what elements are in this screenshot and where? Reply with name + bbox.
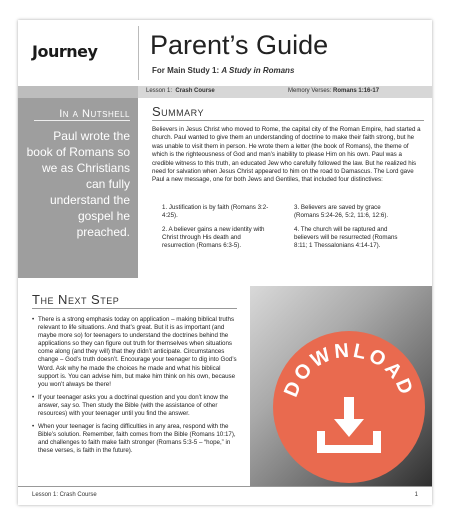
list-item: • There is a strong emphasis today on application – making biblical truths relevant to life situations. And that’s great. But it is as important (and maybe more so) for teenagers to understand the doctrines behind the applications so they can figure out truth for themselves when situations come along (and they will) that they didn’t anticipate. Circumstances change – God’s truth doesn’t. Encourage your teenager to dig into God’s Word. Ask why he made the choices he made and what his biblical support is. You can advise him, but make him think on his own, because you won’t always be there!	[32, 316, 242, 389]
lesson-bar-left	[18, 86, 138, 98]
list-item: 1. Justification is by faith (Romans 3:2-4:25).	[162, 204, 269, 219]
summary-heading: Summary	[152, 104, 205, 119]
lesson-bar	[138, 86, 432, 98]
lesson-name: Crash Course	[175, 88, 215, 94]
summary-paragraph: Believers in Jesus Christ who moved to Rome, the capital city of the Roman Empire, had started a church. Paul wanted to give them an understanding of doctrine to make their faith strong, but he was unable to visit them in person. He wrote them a letter (the book of Romans), the theme of which is the righteousness of God and man’s inability to please Him on his own. Paul was a credible witness to this truth, an educated Jew who carefully followed the law. But he realized his need for salvation when Jesus Christ appeared to him on the road to Damascus. The Lord gave Paul a new message, one for both Jews and Gentiles, that included four distinctives:	[152, 126, 421, 184]
summary-rule	[152, 120, 424, 121]
nutshell-rule	[34, 120, 130, 121]
memory-verses	[288, 88, 379, 94]
header-divider	[138, 26, 139, 80]
memory-label: Memory Verses:	[288, 88, 332, 94]
next-step-heading: The Next Step	[32, 292, 120, 307]
list-item: • When your teenager is facing difficulties in any area, respond with the Bible’s solution. Remember, faith comes from the Bible (Romans 10:17), and challenges to faith make faith stronger (Romans 5:3-5 – “hope,” in these verses, is faith in the future).	[32, 423, 242, 455]
download-arrow-icon	[321, 397, 377, 449]
lesson-info	[146, 88, 215, 94]
subtitle-study: A Study in Romans	[221, 66, 295, 75]
page-subtitle	[152, 66, 294, 75]
list-item: 3. Believers are saved by grace (Romans 5:24-26, 5:2, 11:6, 12:6).	[294, 204, 389, 219]
download-icon	[273, 331, 425, 483]
nutshell-panel	[18, 98, 138, 278]
page-title: Parent’s Guide	[150, 30, 329, 60]
summary-section	[138, 98, 432, 278]
list-item: • If your teenager asks you a doctrinal question and you don’t know the answer, say so. Then study the Bible (with the assistance of other resources) with your teenager until you find the answer.	[32, 394, 242, 418]
page-footer	[18, 486, 432, 505]
footer-lesson: Lesson 1: Crash Course	[32, 492, 97, 498]
list-item: 2. A believer gains a new identity with Christ through His death and resurrection (Romans 6:3-5).	[162, 226, 265, 249]
footer-page-number: 1	[414, 492, 418, 498]
list-item: 4. The church will be raptured and believers will be resurrected (Romans 8:11; 1 Thessalonians 4:14-17).	[294, 226, 398, 249]
nutshell-heading: In a Nutshell	[59, 108, 130, 120]
download-label: DOWNLOAD	[280, 339, 418, 401]
download-button[interactable]	[273, 331, 425, 483]
next-step-bullets	[32, 316, 242, 461]
lesson-label: Lesson 1:	[146, 88, 173, 94]
nutshell-text: Paul wrote the book of Romans so we as Christians can fully understand the gospel he preached.	[26, 129, 130, 239]
journey-logo: Journey	[32, 42, 98, 61]
memory-value: Romans 1:16-17	[333, 88, 380, 94]
next-step-rule	[32, 308, 237, 309]
subtitle-prefix: For Main Study 1:	[152, 66, 222, 75]
